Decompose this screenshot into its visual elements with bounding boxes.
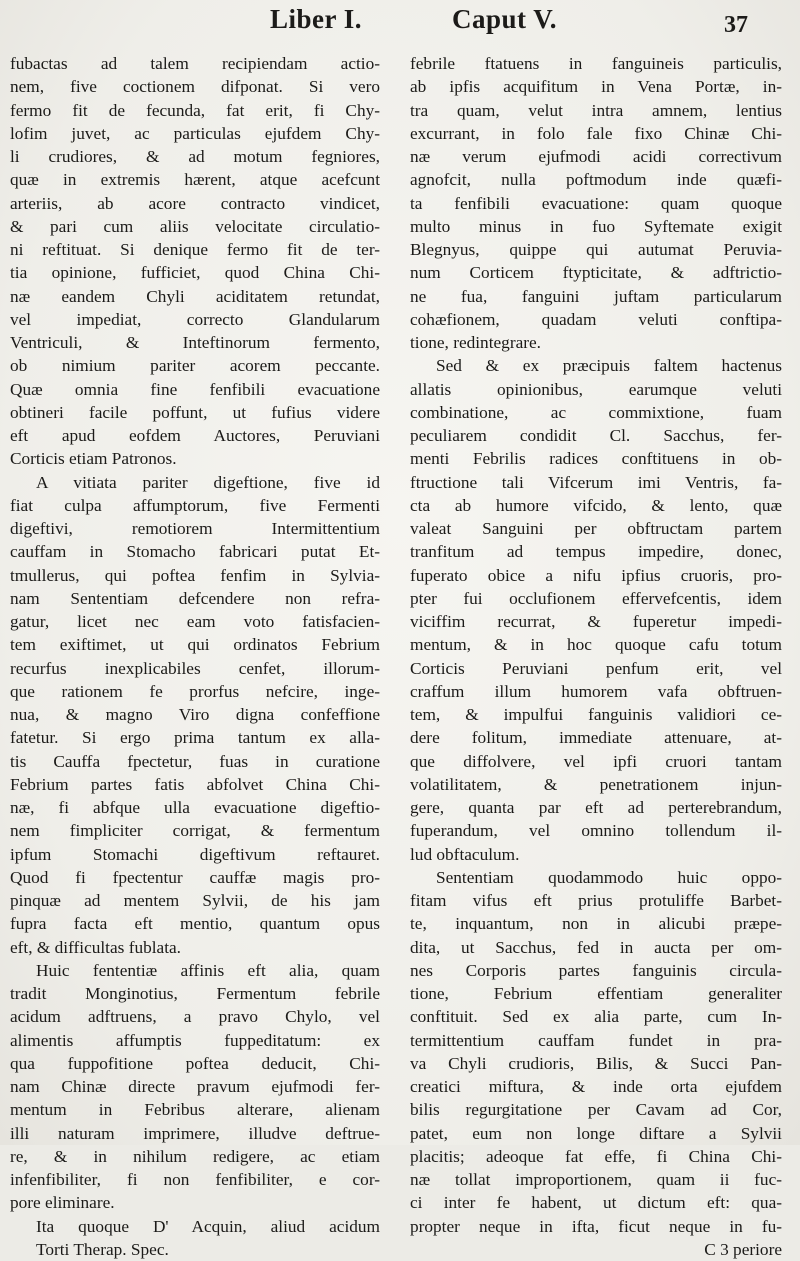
text-line: Huic fententiæ affinis eft alia, quam [36, 960, 380, 980]
text-line: lofim juvet, ac particulas ejufdem Chy- [10, 123, 380, 143]
text-line: ni reftituat. Si denique fermo fit de ter- [10, 240, 380, 259]
text-line: Sed & ex præcipuis faltem hactenus [436, 356, 782, 376]
text-line: tis Cauffa fpectetur, fuas in curatione [10, 751, 380, 771]
text-line: agnofcit, nulla poftmodum inde quæfi- [410, 170, 782, 190]
text-line: pinquæ ad mentem Sylvii, de his jam [10, 891, 380, 910]
text-line: que rationem fe prorfus nefcire, inge- [10, 681, 380, 701]
page-number: 37 [724, 12, 748, 38]
text-line: patet, eum non longe diftare a Sylvii [410, 1123, 782, 1143]
text-line: que diffolvere, vel ipfi cruori tantam [410, 751, 782, 771]
text-line: Corticis etiam Patronos. [10, 449, 177, 469]
text-line: re, & in nihilum redigere, ac etiam [10, 1146, 380, 1166]
text-line: alimentis affumptis fuppeditatum: ex [10, 1030, 380, 1050]
text-line: recurfus inexplicabiles cenfet, illorum- [10, 658, 380, 678]
text-line: lud obftaculum. [410, 844, 520, 864]
header-chapter-label: Caput V. [452, 4, 558, 34]
text-line: dere folitum, immediate attenuare, at- [410, 728, 782, 748]
text-line: næ tollat improportionem, quam ii fuc- [410, 1170, 782, 1189]
text-line: termittentium cauffam fundet in pra- [410, 1030, 782, 1050]
text-line: fubactas ad talem recipiendam actio- [10, 54, 380, 73]
text-line: gere, quanta par eft ad perterebrandum, [410, 798, 782, 817]
text-line: næ verum ejufmodi acidi correctivum [410, 147, 782, 166]
text-line: & pari cum aliis velocitate circulatio- [10, 216, 380, 236]
text-line: ta fenfibili evacuatione: quam quoque [410, 193, 782, 213]
header-book-label: Liber I. [270, 4, 363, 34]
text-line: vel impediat, correcto Glandularum [10, 309, 380, 329]
text-line: gatur, licet nec eam voto fatisfacien- [10, 612, 380, 631]
text-line: placitis; adeoque fat effe, fi China Chi- [410, 1146, 782, 1166]
text-line: fupra facta eft mentio, quantum opus [10, 914, 380, 934]
text-line: tem exiftimet, ut qui ordinatos Febrium [10, 635, 380, 655]
text-line: ne fua, fanguini juftam particularum [410, 286, 782, 306]
text-line: eft, & difficultas fublata. [10, 937, 181, 957]
left-text-column [10, 52, 380, 1261]
text-line: tranfitum ad tempus impedire, donec, [410, 542, 782, 562]
running-header [0, 4, 800, 44]
text-line: mentum, & in hoc quoque cafu totum [410, 635, 782, 655]
text-line: tia opinione, fufficiet, quod China Chi- [10, 263, 380, 283]
text-line: C 3 periore [704, 1239, 782, 1259]
text-line: nem fimpliciter corrigat, & fermentum [10, 821, 380, 841]
text-line: Ventriculi, & Inteftinorum fermento, [10, 333, 380, 352]
text-line: creatici miftura, & inde orta ejufdem [410, 1077, 782, 1096]
text-line: illi naturam imprimere, illudve deftrue- [10, 1123, 380, 1143]
text-line: obtineri facile poffunt, ut fufius videre [10, 402, 380, 422]
text-line: ipfum Stomachi digeftivum reftauret. [10, 844, 380, 864]
text-line: pter fui occlufionem effervefcentis, idem [410, 588, 782, 608]
text-line: viciffim recurrat, & fuperetur impedi- [410, 612, 782, 631]
text-line: tmullerus, qui poftea fenfim in Sylvia- [10, 565, 380, 585]
text-line: tem, & impulfui fanguinis validiori ce- [410, 705, 782, 724]
text-line: næ eandem Chyli aciditatem retundat, [10, 286, 380, 306]
text-line: Corticis Peruviani penfum erit, vel [410, 658, 782, 678]
text-line: craffum illum humorem vafa obftruen- [410, 681, 782, 701]
text-line: fiat culpa affumptorum, five Fermenti [10, 495, 380, 515]
text-line: Sententiam quodammodo huic oppo- [436, 867, 782, 887]
text-line: combinatione, ac commixtione, fuam [410, 402, 782, 422]
text-line: multo minus in fuo Syftemate exigit [410, 216, 782, 236]
right-text-column [410, 52, 782, 1261]
text-line: nua, & magno Viro digna confeffione [10, 705, 380, 724]
text-line: propter neque in ifta, ficut neque in fu- [410, 1216, 782, 1236]
text-line: conftituit. Sed ex alia parte, cum In- [410, 1007, 782, 1027]
text-line: menti Febrilis radices conftituens in ob- [410, 449, 782, 469]
text-line: allatis opinionibus, earumque veluti [410, 379, 782, 399]
text-line: fermo fit de fecunda, fat erit, fi Chy- [10, 100, 380, 120]
text-line: Blegnyus, quippe qui autumat Peruvia- [410, 240, 782, 259]
text-line: Quod fi fpectentur cauffæ magis pro- [10, 867, 380, 887]
text-line: digeftivi, remotiorem Intermittentium [10, 519, 380, 538]
text-line: næ, fi abfque ulla evacuatione digeftio- [10, 798, 380, 817]
text-line: cohæfionem, quadam veluti conftipa- [410, 309, 782, 329]
text-line: num Corticem ftypticitate, & adftrictio- [410, 263, 782, 283]
text-line: fitam vifus eft prius protuliffe Barbet- [410, 891, 782, 910]
text-line: tradit Monginotius, Fermentum febrile [10, 984, 380, 1003]
text-line: tione, Febrium effentiam generaliter [410, 984, 782, 1003]
text-line: Torti Therap. Spec. [36, 1239, 169, 1259]
text-line: quæ in extremis hærent, atque acefcunt [10, 170, 380, 190]
text-line: va Chyli crudioris, Bilis, & Succi Pan- [410, 1053, 782, 1073]
text-line: li crudiores, & ad motum fegniores, [10, 147, 380, 166]
text-line: bilis regurgitatione per Cavam ad Cor, [410, 1100, 782, 1120]
text-line: mentum in Febribus alterare, alienam [10, 1100, 380, 1120]
text-line: Quæ omnia fine fenfibili evacuatione [10, 379, 380, 399]
text-line: cta ab humore vifcido, & lento, quæ [410, 495, 782, 515]
text-line: fuperandum, vel omnino tollendum il- [410, 821, 782, 841]
text-line: febrile ftatuens in fanguineis particulis, [410, 54, 782, 73]
text-line: nes Corporis partes fanguinis circula- [410, 960, 782, 980]
text-line: pore eliminare. [10, 1193, 115, 1213]
text-line: volatilitatem, & penetrationem injun- [410, 774, 782, 794]
text-line: ob nimium pariter acorem peccante. [10, 356, 380, 376]
text-line: dita, ut Sacchus, fed in aucta per om- [410, 937, 782, 957]
text-line: cauffam in Stomacho fabricari putat Et- [10, 542, 380, 562]
text-line: fatetur. Si ergo prima tantum ex alla- [10, 728, 380, 748]
text-line: tra quam, velut intra amnem, lentius [410, 100, 782, 120]
text-line: ftructione tali Vifcerum imi Ventris, fa- [410, 472, 782, 492]
text-line: ci inter fe habent, ut dictum eft: qua- [410, 1193, 782, 1213]
text-line: ab ipfis acquifitum in Vena Portæ, in- [410, 77, 782, 97]
text-line: valeat Sanguini per obftructam partem [410, 519, 782, 538]
text-line: excurrant, in folo fale fixo Chinæ Chi- [410, 123, 782, 143]
text-line: te, inquantum, non in alicubi præpe- [410, 914, 782, 934]
text-line: tione, redintegrare. [410, 333, 541, 352]
text-line: fuperato obice a nifu ipfius cruoris, pro- [410, 565, 782, 585]
text-line: Febrium partes fatis abfolvet China Chi- [10, 774, 380, 794]
text-line: arteriis, ab acore contracto vindicet, [10, 193, 380, 213]
text-line: infenfibiliter, fi non fenfibiliter, e cor- [10, 1170, 380, 1189]
text-line: peculiarem condidit Cl. Sacchus, fer- [410, 426, 782, 445]
text-line: nem, five coctionem difponat. Si vero [10, 77, 380, 97]
text-line: nam Sententiam defcendere non refra- [10, 588, 380, 608]
text-line: nam Chinæ directe pravum ejufmodi fer- [10, 1077, 380, 1096]
text-line: eft apud eofdem Auctores, Peruviani [10, 426, 380, 445]
text-line: acidum adftruens, a pravo Chylo, vel [10, 1007, 380, 1027]
text-line: qua fuppofitione poftea deducit, Chi- [10, 1053, 380, 1073]
text-line: A vitiata pariter digeftione, five id [36, 472, 380, 492]
text-line: Ita quoque D' Acquin, aliud acidum [36, 1216, 380, 1236]
